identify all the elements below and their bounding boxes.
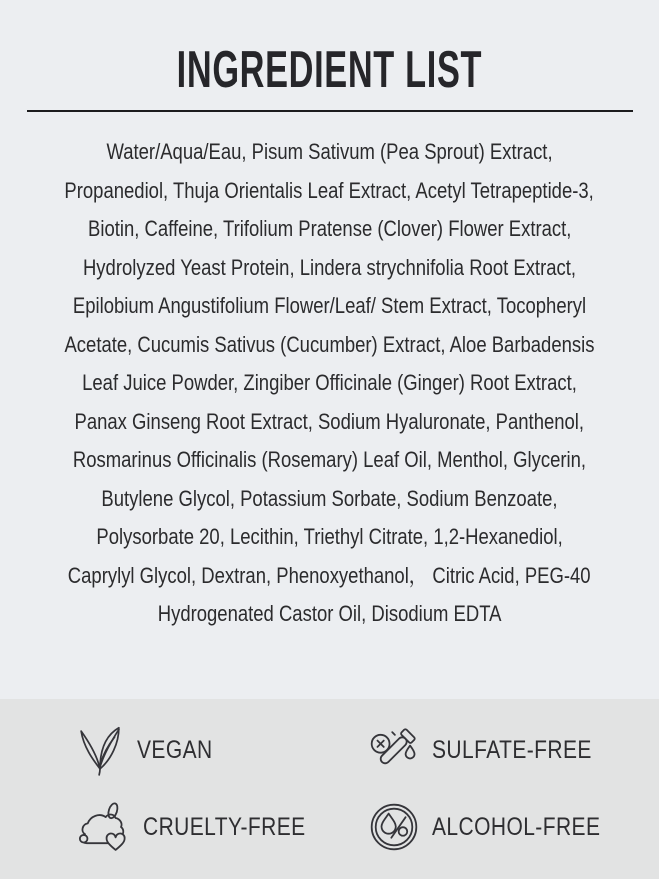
cruelty-rabbit-heart-icon [76, 801, 130, 853]
badge-sulfate-free-label: SULFATE-FREE [432, 735, 592, 764]
ingredient-line-2: Propanediol, Thuja Orientalis Leaf Extract, Acetyl Tetrapeptide-3, [64, 177, 595, 203]
ingredient-line-1: Water/Aqua/Eau, Pisum Sativum (Pea Sprout) Extract, [106, 139, 553, 164]
ingredient-line-7: Leaf Juice Powder, Zingiber Officinale (Ginger) Root Extract, [82, 370, 577, 395]
badge-alcohol-free [369, 801, 659, 853]
ingredient-list-text [0, 133, 659, 634]
alcohol-droplet-percent-icon [369, 802, 419, 852]
badge-vegan [76, 724, 369, 776]
ingredient-line-9: Rosmarinus Officinalis (Rosemary) Leaf Oil, Menthol, Glycerin, [72, 447, 587, 472]
ingredient-line-5: Epilobium Angustifolium Flower/Leaf/ Stem Extract, Tocopheryl [72, 293, 587, 318]
ingredient-line-4: Hydrolyzed Yeast Protein, Lindera strychnifolia Root Extract, [82, 254, 577, 280]
ingredient-line-11: Polysorbate 20, Lecithin, Triethyl Citrate, 1,2-Hexanediol, [96, 524, 563, 549]
sulfate-test-tube-icon [369, 725, 419, 775]
badge-cruelty-free [76, 801, 369, 853]
vegan-leaf-icon [76, 723, 124, 777]
badge-cruelty-free-label: CRUELTY-FREE [143, 812, 306, 841]
page-title-text: INGREDIENT LIST [176, 41, 483, 99]
badge-alcohol-free-label: ALCOHOL-FREE [432, 812, 601, 841]
ingredient-line-8: Panax Ginseng Root Extract, Sodium Hyaluronate, Panthenol, [74, 408, 585, 434]
ingredient-line-6: Acetate, Cucumis Sativus (Cucumber) Extract, Aloe Barbadensis [64, 331, 595, 357]
ingredient-line-13: Hydrogenated Castor Oil, Disodium EDTA [157, 601, 502, 626]
ingredient-line-10: Butylene Glycol, Potassium Sorbate, Sodium Benzoate, [101, 485, 558, 511]
title-divider [27, 110, 633, 112]
badge-sulfate-free [369, 724, 659, 776]
ingredient-line-3: Biotin, Caffeine, Trifolium Pratense (Clover) Flower Extract, [87, 216, 572, 241]
ingredient-line-12: Caprylyl Glycol, Dextran, Phenoxyethanol， Citric Acid, PEG-40 [68, 562, 591, 588]
claims-section [0, 699, 659, 879]
badge-vegan-label: VEGAN [137, 735, 213, 764]
page-title [0, 0, 659, 99]
